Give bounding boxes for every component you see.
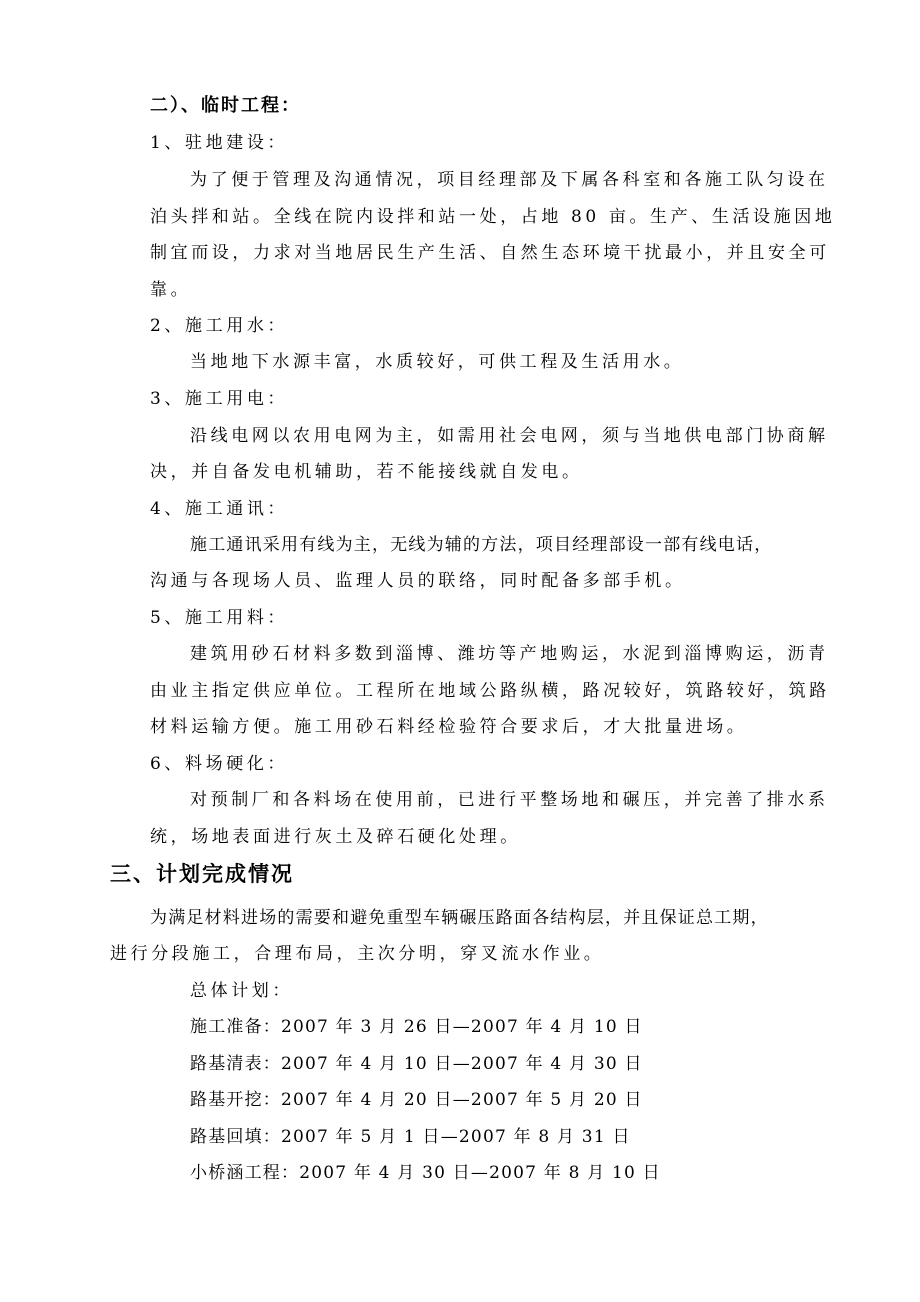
paragraph-line: 为了便于管理及沟通情况，项目经理部及下属各科室和各施工队匀设在 (190, 170, 829, 190)
paragraph-line: 沿线电网以农用电网为主，如需用社会电网，须与当地供电部门协商解 (190, 426, 829, 446)
item-label-materials: 5、施工用料： (150, 608, 289, 628)
paragraph-line: 靠。 (150, 280, 192, 300)
plan-item: 小桥涵工程：2007 年 4 月 30 日—2007 年 8 月 10 日 (190, 1163, 661, 1183)
section-heading-temporary-works: 二）、临时工程： (150, 95, 301, 116)
item-label-power: 3、施工用电： (150, 389, 289, 409)
paragraph-line: 泊头拌和站。全线在院内设拌和站一处，占地 80 亩。生产、生活设施因地 (150, 207, 836, 227)
paragraph-line: 为满足材料进场的需要和避免重型车辆碾压路面各结构层，并且保证总工期， (150, 908, 769, 928)
section-heading-plan-completion: 三、计划完成情况 (110, 861, 294, 886)
paragraph-line: 对预制厂和各料场在使用前，已进行平整场地和碾压，并完善了排水系 (190, 790, 829, 810)
paragraph-line: 当地地下水源丰富，水质较好，可供工程及生活用水。 (190, 352, 685, 372)
plan-item: 路基开挖：2007 年 4 月 20 日—2007 年 5 月 20 日 (190, 1090, 643, 1110)
paragraph-line: 进行分段施工，合理布局，主次分明，穿叉流水作业。 (110, 944, 605, 964)
plan-item: 路基回填：2007 年 5 月 1 日—2007 年 8 月 31 日 (190, 1127, 631, 1147)
paragraph-line: 施工通讯采用有线为主，无线为辅的方法，项目经理部设一部有线电话， (190, 535, 773, 555)
plan-label: 总体计划： (190, 981, 293, 1001)
item-label-water: 2、施工用水： (150, 316, 289, 336)
paragraph-line: 材料运输方便。施工用砂石料经检验符合要求后，才大批量进场。 (150, 717, 748, 737)
item-label-yard-hardening: 6、料场硬化： (150, 754, 289, 774)
paragraph-line: 制宜而设，力求对当地居民生产生活、自然生态环境干扰最小，并且安全可 (150, 243, 830, 263)
plan-item: 施工准备：2007 年 3 月 26 日—2007 年 4 月 10 日 (190, 1017, 643, 1037)
item-label-communication: 4、施工通讯： (150, 499, 289, 519)
item-label-camp: 1、驻地建设： (150, 133, 289, 153)
paragraph-line: 沟通与各现场人员、监理人员的联络，同时配备多部手机。 (150, 571, 686, 591)
paragraph-line: 决，并自备发电机辅助，若不能接线就自发电。 (150, 462, 583, 482)
plan-item: 路基清表：2007 年 4 月 10 日—2007 年 4 月 30 日 (190, 1054, 643, 1074)
paragraph-line: 统，场地表面进行灰土及碎石硬化处理。 (150, 827, 521, 847)
paragraph-line: 建筑用砂石材料多数到淄博、潍坊等产地购运，水泥到淄博购运，沥青 (190, 644, 829, 664)
paragraph-line: 由业主指定供应单位。工程所在地域公路纵横，路况较好，筑路较好，筑路 (150, 681, 830, 701)
